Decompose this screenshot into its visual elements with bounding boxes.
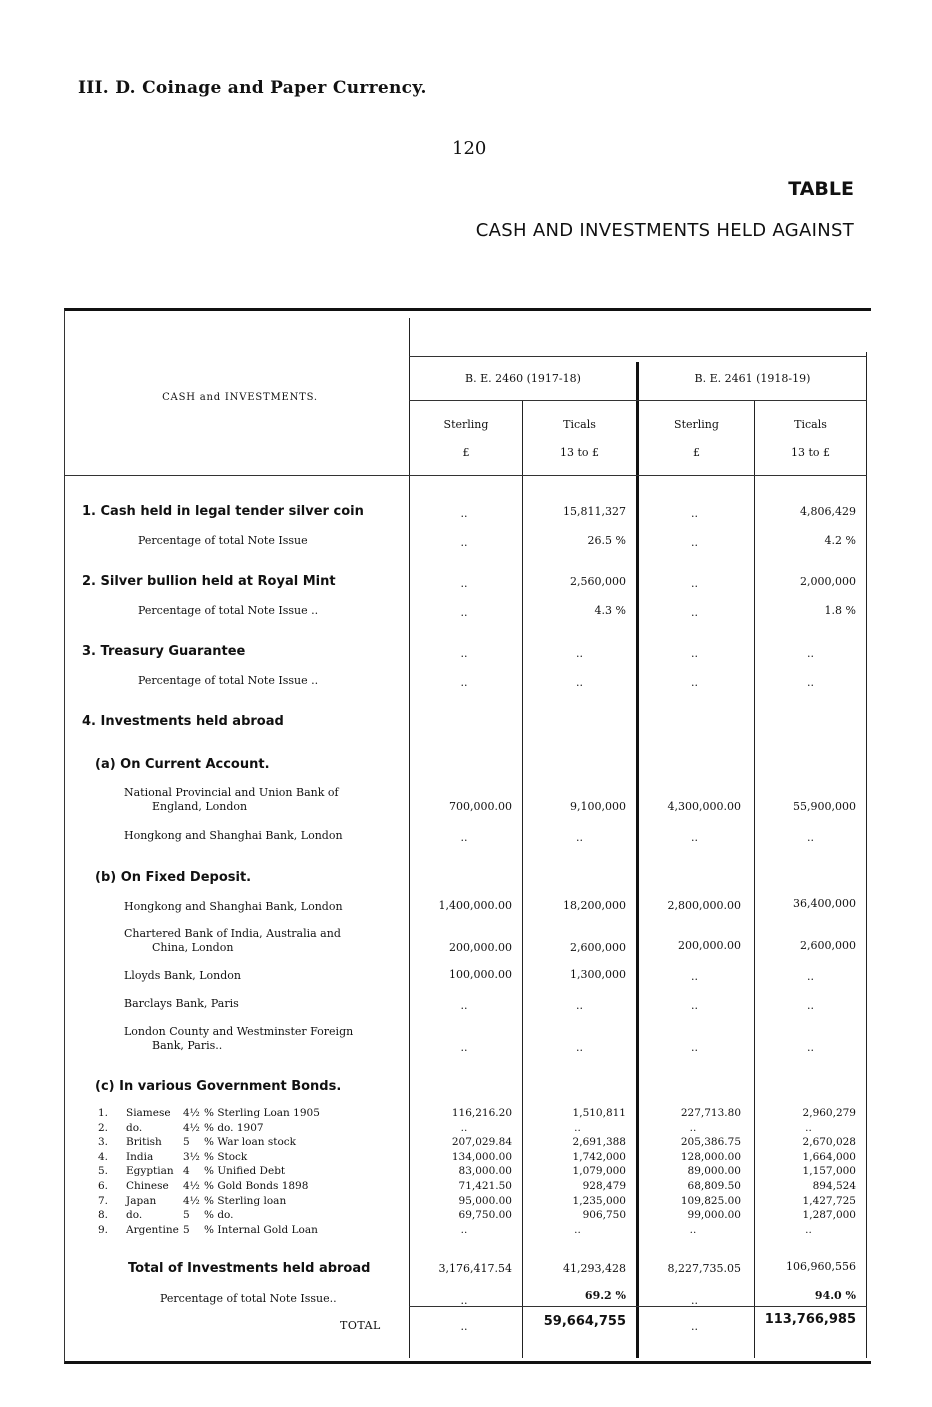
page-number: 120 <box>452 138 487 159</box>
bond-number: 9. <box>98 1224 109 1236</box>
cell: 18,200,000 <box>563 899 626 912</box>
divider-right <box>866 352 867 1358</box>
cell: 1,400,000.00 <box>438 899 512 912</box>
bond-country: Siamese <box>126 1107 171 1119</box>
cell: 100,000.00 <box>449 968 512 981</box>
bond-description: % Internal Gold Loan <box>204 1224 318 1236</box>
bond-rate: 4½ <box>183 1122 200 1134</box>
bond-rate: 4½ <box>183 1195 200 1207</box>
bond-number: 8. <box>98 1209 109 1221</box>
cell: .. <box>691 1320 698 1333</box>
cell: 700,000.00 <box>449 800 512 813</box>
grand-total-ticals-2: 113,766,985 <box>764 1312 856 1327</box>
bond-rate: 4 <box>183 1165 190 1177</box>
cell: 69.2 % <box>584 1289 626 1302</box>
table-title: CASH AND INVESTMENTS HELD AGAINST <box>475 220 854 241</box>
row-label: Percentage of total Note Issue .. <box>138 604 319 617</box>
cell: 2,800,000.00 <box>667 899 741 912</box>
bond-cell: .. <box>805 1122 812 1134</box>
bond-cell: 1,510,811 <box>572 1107 626 1119</box>
bond-description: % do. 1907 <box>204 1122 264 1134</box>
bond-cell: 1,664,000 <box>802 1151 856 1163</box>
running-head: III. D. Coinage and Paper Currency. <box>78 78 427 98</box>
bond-description: % Sterling Loan 1905 <box>204 1107 320 1119</box>
row-label: Percentage of total Note Issue <box>138 534 308 547</box>
bond-cell: 89,000.00 <box>687 1165 741 1177</box>
cell: 106,960,556 <box>786 1260 856 1273</box>
bond-cell: .. <box>574 1224 581 1236</box>
subsection-heading: (c) In various Government Bonds. <box>95 1079 342 1094</box>
cell: 15,811,327 <box>563 505 626 518</box>
cell: 2,560,000 <box>570 575 626 588</box>
cell: .. <box>691 1294 698 1307</box>
cell: .. <box>807 970 814 983</box>
bond-rate: 5 <box>183 1136 190 1148</box>
cell: .. <box>576 999 583 1012</box>
bond-description: % Gold Bonds 1898 <box>204 1180 309 1192</box>
row-label: London County and Westminster Foreign <box>124 1025 354 1038</box>
bond-description: % War loan stock <box>204 1136 297 1148</box>
cell: 2,600,000 <box>570 941 626 954</box>
bond-rate: 5 <box>183 1224 190 1236</box>
bond-number: 5. <box>98 1165 109 1177</box>
ticals-head-1: Ticals <box>563 418 596 431</box>
bond-description: % Sterling loan <box>204 1195 287 1207</box>
row-label: Hongkong and Shanghai Bank, London <box>124 900 343 913</box>
bond-cell: 205,386.75 <box>680 1136 741 1148</box>
ticals-unit-1: 13 to £ <box>559 446 600 459</box>
bond-cell: 1,742,000 <box>572 1151 626 1163</box>
sterling-head-2: Sterling <box>674 418 719 431</box>
cell: .. <box>691 507 698 520</box>
bond-cell: 2,960,279 <box>802 1107 856 1119</box>
subsection-heading: (a) On Current Account. <box>95 757 270 772</box>
cell: 4.3 % <box>594 604 626 617</box>
bond-country: Egyptian <box>126 1165 174 1177</box>
row-label: Barclays Bank, Paris <box>124 997 239 1010</box>
cell: .. <box>460 507 468 520</box>
cell: .. <box>691 676 698 689</box>
bond-description: % Stock <box>204 1151 248 1163</box>
bond-cell: 2,670,028 <box>802 1136 856 1148</box>
cell: .. <box>460 999 468 1012</box>
row-label-cont: Bank, Paris.. <box>152 1039 223 1052</box>
bond-cell: 69,750.00 <box>458 1209 512 1221</box>
cell: 9,100,000 <box>570 800 626 813</box>
subsection-heading: (b) On Fixed Deposit. <box>95 870 252 885</box>
bond-number: 2. <box>98 1122 109 1134</box>
cell: 8,227,735.05 <box>667 1262 741 1275</box>
cell: .. <box>460 1294 468 1307</box>
bond-description: % Unified Debt <box>204 1165 286 1177</box>
cell: .. <box>691 970 698 983</box>
bond-cell: 99,000.00 <box>687 1209 741 1221</box>
bond-cell: 207,029.84 <box>451 1136 512 1148</box>
bond-country: Chinese <box>126 1180 169 1192</box>
cell: 3,176,417.54 <box>438 1262 512 1275</box>
bond-number: 6. <box>98 1180 109 1192</box>
cell: .. <box>691 1041 698 1054</box>
cell: 2,000,000 <box>800 575 856 588</box>
bond-cell: 1,235,000 <box>572 1195 626 1207</box>
cell: .. <box>807 999 814 1012</box>
header-rule-top <box>409 356 867 357</box>
bond-cell: .. <box>460 1224 468 1236</box>
cell: .. <box>691 831 698 844</box>
bond-cell: 1,157,000 <box>802 1165 856 1177</box>
bond-cell: 1,287,000 <box>802 1209 856 1221</box>
header-rule-bottom <box>65 475 867 476</box>
cell: .. <box>460 536 468 549</box>
cell: 36,400,000 <box>793 897 856 910</box>
bond-cell: 116,216.20 <box>451 1107 512 1119</box>
cell: .. <box>460 831 468 844</box>
bond-cell: 109,825.00 <box>680 1195 741 1207</box>
section-heading: 4. Investments held abroad <box>82 714 284 729</box>
cell: .. <box>460 606 468 619</box>
bond-number: 1. <box>98 1107 109 1119</box>
cell: .. <box>576 1041 583 1054</box>
bond-cell: .. <box>574 1122 581 1134</box>
cell: .. <box>460 1041 468 1054</box>
header-rule-period <box>409 400 867 401</box>
row-label: Chartered Bank of India, Australia and <box>124 927 341 940</box>
grand-total-ticals-1: 59,664,755 <box>543 1314 626 1329</box>
cell: 4,300,000.00 <box>667 800 741 813</box>
bond-cell: 95,000.00 <box>458 1195 512 1207</box>
bond-country: British <box>126 1136 162 1148</box>
cell: 55,900,000 <box>793 800 856 813</box>
cell: 200,000.00 <box>449 941 512 954</box>
bond-country: India <box>126 1151 154 1163</box>
cell: 1.8 % <box>824 604 856 617</box>
bond-cell: 71,421.50 <box>458 1180 512 1192</box>
bond-cell: 2,691,388 <box>572 1136 626 1148</box>
row-label-cont: England, London <box>152 800 248 813</box>
bond-country: Argentine <box>126 1224 179 1236</box>
cell: .. <box>807 1041 814 1054</box>
bond-cell: 928,479 <box>582 1180 626 1192</box>
cell: .. <box>807 676 814 689</box>
cell: .. <box>691 606 698 619</box>
cell: 41,293,428 <box>563 1262 626 1275</box>
bond-cell: .. <box>460 1122 468 1134</box>
row-label: 1. Cash held in legal tender silver coin <box>82 504 364 519</box>
cell: .. <box>460 577 468 590</box>
cell: 4.2 % <box>824 534 856 547</box>
cell: 26.5 % <box>587 534 626 547</box>
row-label: 2. Silver bullion held at Royal Mint <box>82 574 336 589</box>
bond-cell: 83,000.00 <box>458 1165 512 1177</box>
bond-cell: 1,079,000 <box>572 1165 626 1177</box>
cell: .. <box>460 647 468 660</box>
bond-rate: 4½ <box>183 1180 200 1192</box>
bond-number: 3. <box>98 1136 109 1148</box>
period-2-label: B. E. 2461 (1918-19) <box>694 372 811 385</box>
bond-cell: 1,427,725 <box>802 1195 856 1207</box>
row-label: Percentage of total Note Issue .. <box>138 674 319 687</box>
sterling-head-1: Sterling <box>443 418 489 431</box>
cell: .. <box>691 647 698 660</box>
cell: .. <box>807 831 814 844</box>
bond-cell: 906,750 <box>582 1209 626 1221</box>
sterling-unit-1: £ <box>462 446 470 459</box>
row-label: Lloyds Bank, London <box>124 969 241 982</box>
cell: 4,806,429 <box>800 505 856 518</box>
cell: .. <box>576 676 583 689</box>
cell: .. <box>691 536 698 549</box>
bond-number: 7. <box>98 1195 109 1207</box>
row-label: Percentage of total Note Issue.. <box>160 1292 337 1305</box>
bond-cell: 68,809.50 <box>687 1180 741 1192</box>
row-label: Hongkong and Shanghai Bank, London <box>124 829 343 842</box>
cell: .. <box>807 647 814 660</box>
bond-rate: 4½ <box>183 1107 200 1119</box>
bond-cell: 894,524 <box>812 1180 856 1192</box>
bond-country: do. <box>126 1209 143 1221</box>
bond-cell: .. <box>689 1224 697 1236</box>
cell: 200,000.00 <box>678 939 741 952</box>
cell: .. <box>460 1320 468 1333</box>
period-1-label: B. E. 2460 (1917-18) <box>465 372 581 385</box>
cell: 2,600,000 <box>800 939 856 952</box>
sterling-unit-2: £ <box>693 446 700 459</box>
bond-cell: .. <box>689 1122 697 1134</box>
bond-country: do. <box>126 1122 143 1134</box>
bond-cell: .. <box>805 1224 812 1236</box>
cell: .. <box>576 647 583 660</box>
bond-number: 4. <box>98 1151 109 1163</box>
total-abroad-label: Total of Investments held abroad <box>128 1261 371 1276</box>
cell: .. <box>691 577 698 590</box>
row-label: National Provincial and Union Bank of <box>124 786 339 799</box>
cell: 94.0 % <box>814 1289 856 1302</box>
table-label: TABLE <box>788 178 854 200</box>
ticals-head-2: Ticals <box>794 418 827 431</box>
cell: .. <box>460 676 468 689</box>
ticals-unit-2: 13 to £ <box>790 446 831 459</box>
bond-rate: 3½ <box>183 1151 200 1163</box>
grand-total-label: TOTAL <box>340 1319 381 1332</box>
cell: .. <box>691 999 698 1012</box>
row-label-cont: China, London <box>152 941 234 954</box>
bond-rate: 5 <box>183 1209 190 1221</box>
bond-cell: 227,713.80 <box>680 1107 741 1119</box>
stub-head: CASH and INVESTMENTS. <box>162 392 318 403</box>
row-label: 3. Treasury Guarantee <box>82 644 246 659</box>
cell: 1,300,000 <box>570 968 626 981</box>
bond-cell: 128,000.00 <box>680 1151 741 1163</box>
bond-country: Japan <box>126 1195 157 1207</box>
bond-cell: 134,000.00 <box>451 1151 512 1163</box>
cell: .. <box>576 831 583 844</box>
bond-description: % do. <box>204 1209 234 1221</box>
